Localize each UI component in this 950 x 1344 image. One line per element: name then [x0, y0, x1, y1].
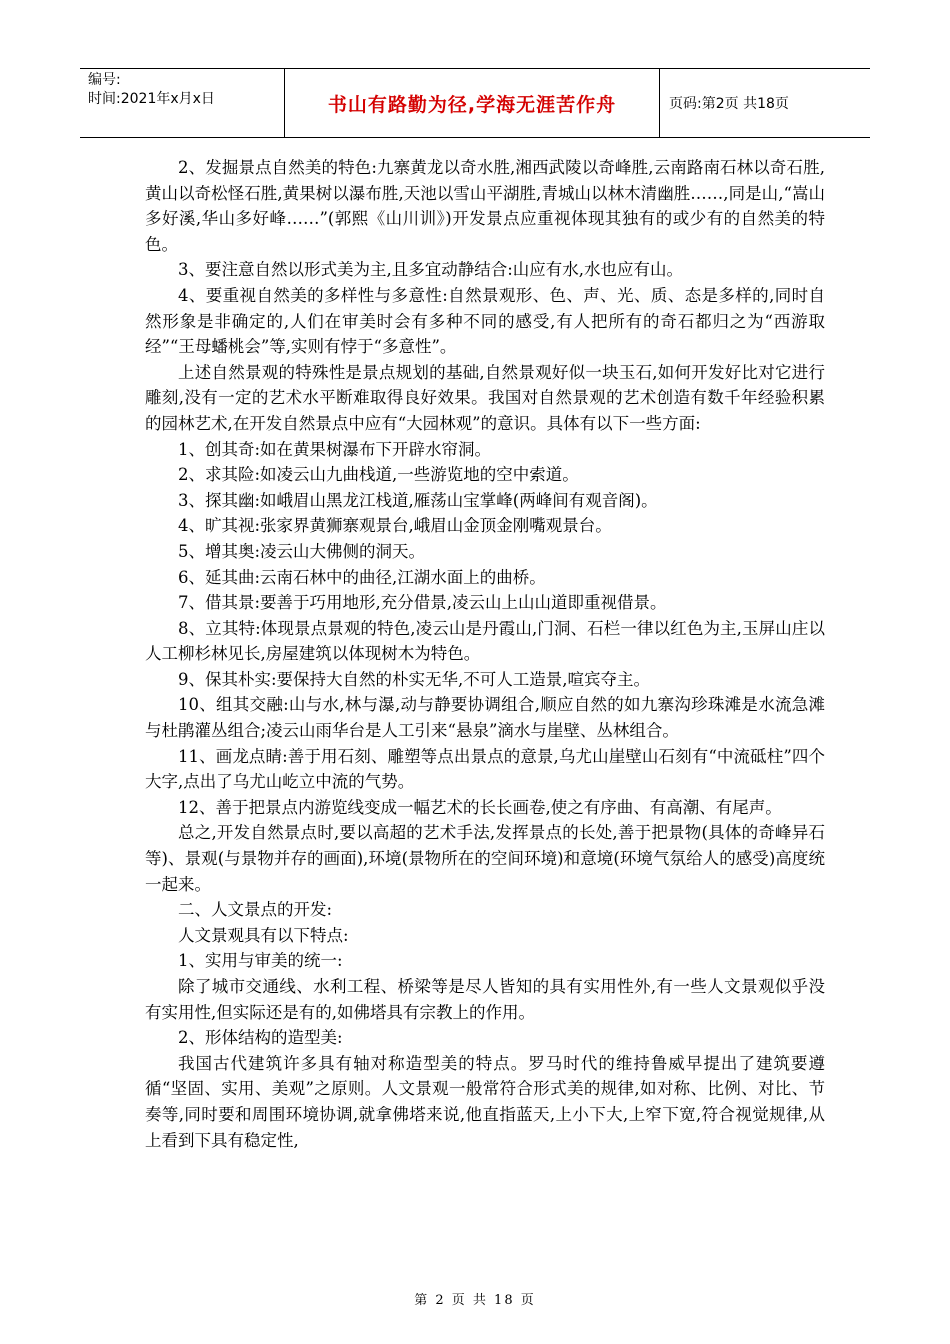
document-time: 时间:2021年x月x日	[88, 91, 215, 107]
body-paragraph: 总之,开发自然景点时,要以高超的艺术手法,发挥景点的长处,善于把景物(具体的奇峰异石等)、景观(与景物并存的画面),环境(景物所在的空间环境)和意境(环境气氛给人的感受)高度统一起来。	[145, 823, 825, 894]
body-paragraph: 8、立其特:体现景点景观的特色,凌云山是丹霞山,门洞、石栏一律以红色为主,玉屏山庄以人工柳杉林见长,房屋建筑以体现树木为特色。	[145, 618, 825, 664]
body-paragraph: 5、增其奥:凌云山大佛侧的洞天。	[178, 541, 426, 561]
body-paragraph: 3、探其幽:如峨眉山黑龙江栈道,雁荡山宝掌峰(两峰间有观音阁)。	[178, 490, 658, 510]
document-body	[145, 155, 825, 1153]
body-paragraph: 我国古代建筑许多具有轴对称造型美的特点。罗马时代的维持鲁威早提出了建筑要遵循“坚固、实用、美观”之原则。人文景观一般常符合形式美的规律,如对称、比例、对比、节奏等,同时要和周围环境协调,就拿佛塔来说,他直指蓝天,上小下大,上窄下宽,符合视觉规律,从上看到下具有稳定性,	[145, 1053, 825, 1150]
document-number-label: 编号:	[88, 72, 121, 88]
body-paragraph: 上述自然景观的特殊性是景点规划的基础,自然景观好似一块玉石,如何开发好比对它进行雕刻,没有一定的艺术水平断难取得良好效果。我国对自然景观的艺术创造有数千年经验积累的园林艺术,在开发自然景点中应有“大园林观”的意识。具体有以下一些方面:	[145, 362, 825, 433]
body-paragraph: 人文景观具有以下特点:	[178, 925, 349, 945]
body-paragraph: 2、形体结构的造型美:	[178, 1028, 343, 1048]
header-motto: 书山有路勤为径,学海无涯苦作舟	[285, 69, 660, 137]
body-paragraph: 4、要重视自然美的多样性与多意性:自然景观形、色、声、光、质、态是多样的,同时自然形象是非确定的,人们在审美时会有多种不同的感受,有人把所有的奇石都归之为“西游取经”“王母蟠桃会”等,实则有悖于“多意性”。	[145, 285, 825, 357]
page-footer: 第 2 页 共 18 页	[414, 1293, 536, 1308]
body-paragraph: 7、借其景:要善于巧用地形,充分借景,凌云山上山山道即重视借景。	[178, 593, 667, 613]
body-paragraph: 12、善于把景点内游览线变成一幅艺术的长长画卷,使之有序曲、有高潮、有尾声。	[178, 797, 782, 817]
body-paragraph: 11、画龙点睛:善于用石刻、雕塑等点出景点的意景,乌尤山崖壁山石刻有“中流砥柱”四个大字,点出了乌尤山屹立中流的气势。	[145, 746, 825, 792]
body-paragraph: 3、要注意自然以形式美为主,且多宜动静结合:山应有水,水也应有山。	[178, 260, 684, 280]
body-paragraph: 1、创其奇:如在黄果树瀑布下开辟水帘洞。	[178, 439, 492, 459]
body-paragraph: 2、发掘景点自然美的特色:九寨黄龙以奇水胜,湘西武陵以奇峰胜,云南路南石林以奇石胜,黄山以奇松怪石胜,黄果树以瀑布胜,天池以雪山平湖胜,青城山以林木清幽胜……,同是山,“嵩山多好溪,华山多好峰……”(郭熙《山川训》)开发景点应重视体现其独有的或少有的自然美的特色。	[145, 158, 825, 254]
header-meta	[80, 69, 285, 137]
body-paragraph: 二、人文景点的开发:	[178, 900, 333, 920]
body-paragraph: 1、实用与审美的统一:	[178, 951, 343, 971]
body-paragraph: 9、保其朴实:要保持大自然的朴实无华,不可人工造景,喧宾夺主。	[178, 669, 651, 689]
body-paragraph: 除了城市交通线、水利工程、桥梁等是尽人皆知的具有实用性外,有一些人文景观似乎没有实用性,但实际还是有的,如佛塔具有宗教上的作用。	[145, 977, 825, 1022]
body-paragraph: 10、组其交融:山与水,林与瀑,动与静要协调组合,顺应自然的如九寨沟珍珠滩是水流急滩与杜鹃灌丛组合;凌云山雨华台是人工引来“悬泉”滴水与崖壁、丛林组合。	[145, 695, 825, 741]
body-paragraph: 6、延其曲:云南石林中的曲径,江湖水面上的曲桥。	[178, 567, 546, 587]
body-paragraph: 2、求其险:如凌云山九曲栈道,一些游览地的空中索道。	[178, 465, 579, 485]
header-page-info: 页码:第2页 共18页	[669, 96, 789, 112]
body-paragraph: 4、旷其视:张家界黄狮寨观景台,峨眉山金顶金刚嘴观景台。	[178, 516, 612, 536]
page-header	[80, 68, 870, 138]
